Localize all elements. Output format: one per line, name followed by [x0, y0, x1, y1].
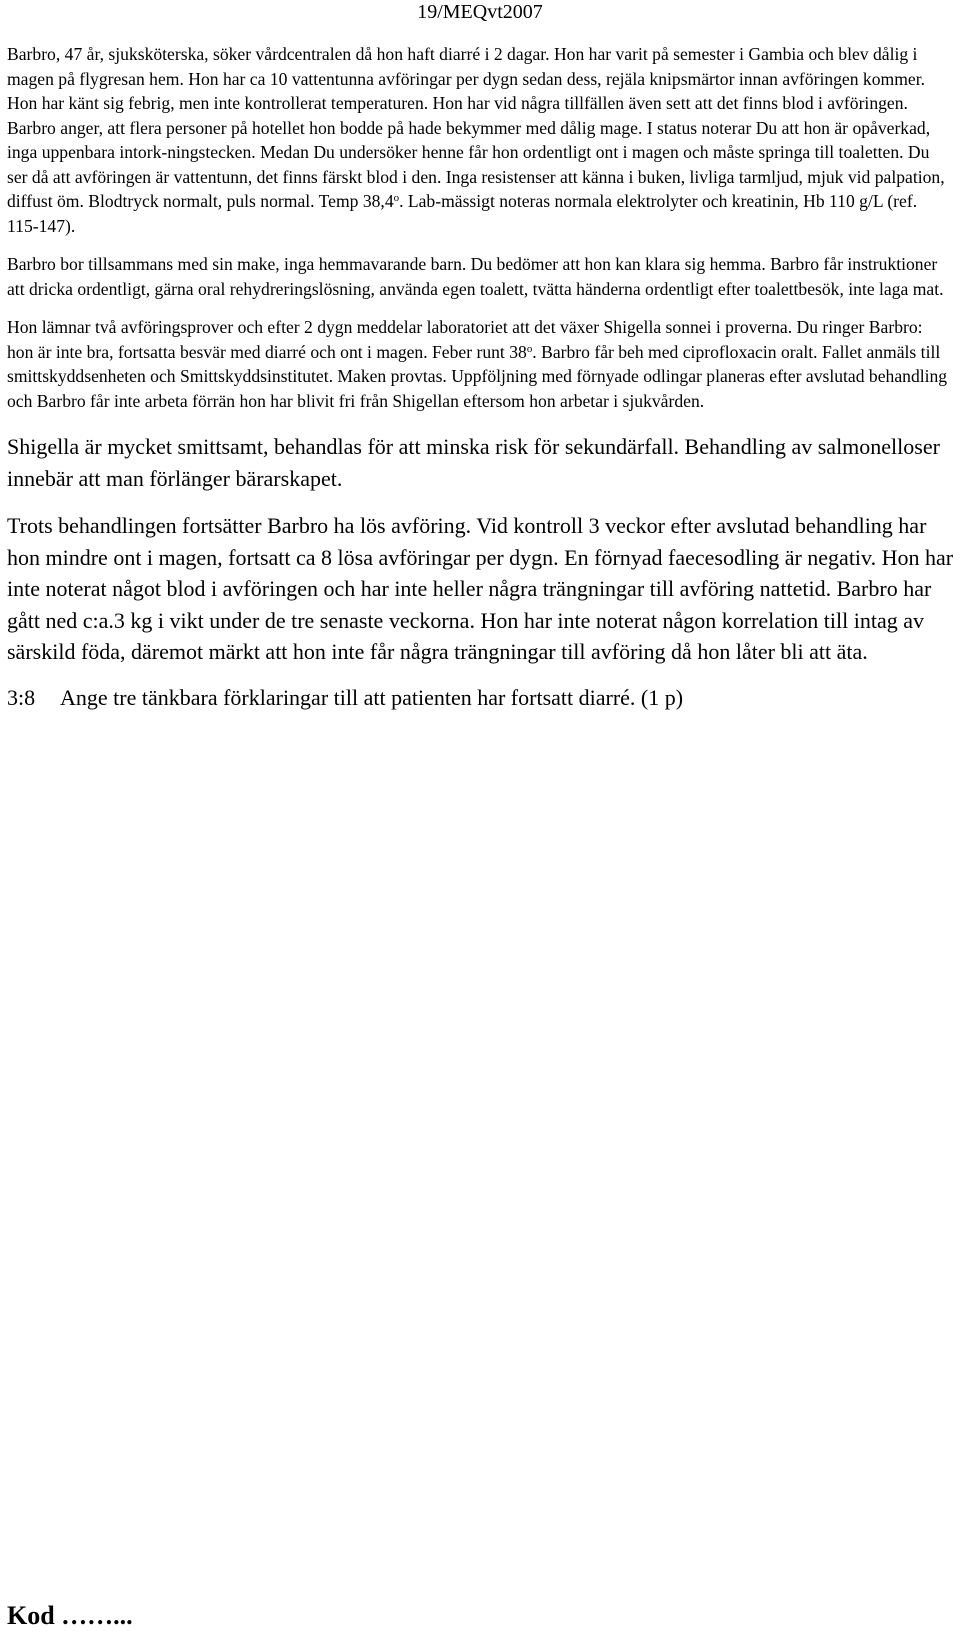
- case-text-part-2: . Lab-mässigt noteras normala elektrolyter och kreatinin, Hb 110 g/L (ref. 115-147).: [7, 191, 918, 236]
- case-paragraph-3: [7, 315, 953, 413]
- case-text-part-1: Barbro, 47 år, sjuksköterska, söker vårdcentralen då hon haft diarré i 2 dagar. Hon har varit på semester i Gambia och blev dålig i magen på flygresan hem. Hon har ca 10 vattentunna avföringar per dygn sedan dess, rejäla knipsmärtor innan avföringen kommer. Hon har känt sig febrig, men inte kontrollerat temperaturen. Hon har vid några tillfällen även sett att det finns blod i avföringen. Barbro anger, att flera personer på hotellet hon bodde på hade bekymmer med dålig mage. I status noterar Du att hon är opåverkad, inga uppenbara intork-ningstecken. Medan Du undersöker henne får hon ordentligt ont i magen och måste springa till toaletten. Du ser då att avföringen är vattentunn, det finns färskt blod i den. Inga resistenser att känna i buken, livliga tarmljud, mjuk vid palpation, diffust öm. Blodtryck normalt, puls normal. Temp 38,4: [7, 44, 945, 211]
- case-text-lab-part-2: . Barbro får beh med ciprofloxacin oralt. Fallet anmäls till smittskyddsenheten och Smittskyddsinstitutet. Maken provtas. Uppföljning med förnyade odlingar planeras efter avslutad behandling och Barbro får inte arbeta förrän hon har blivit fri från Shigellan eftersom hon arbetar i sjukvården.: [7, 341, 948, 411]
- question-text: Ange tre tänkbara förklaringar till att patienten har fortsatt diarré. (1 p): [60, 685, 684, 710]
- degree-superscript: o: [393, 192, 400, 204]
- page-header-code: 19/MEQvt2007: [417, 1, 543, 23]
- followup-text: Trots behandlingen fortsätter Barbro ha lös avföring. Vid kontroll 3 veckor efter avslutad behandling har hon mindre ont i magen, fortsatt ca 8 lösa avföringar per dygn. En förnyad faecesodling är negativ. Hon har inte noterat något blod i avföringen och har inte heller några trängningar till avföring nattetid. Barbro har gått ned c:a.3 kg i vikt under de tre senaste veckorna. Hon har inte noterat någon korrelation till intag av särskild föda, däremot märkt att hon inte får några trängningar till avföring då hon låter bli att äta.: [7, 513, 954, 664]
- question-row: [7, 682, 955, 714]
- case-paragraph-1: [7, 42, 953, 238]
- note-text: Shigella är mycket smittsamt, behandlas för att minska risk för sekundärfall. Behandling av salmonelloser innebär att man förlänger bärarskapet.: [7, 434, 940, 491]
- question-number: 3:8: [7, 685, 36, 710]
- case-text-lab-part-1: Hon lämnar två avföringsprover och efter 2 dygn meddelar laboratoriet att det växer Shigella sonnei i proverna. Du ringer Barbro: hon är inte bra, fortsatta besvär med diarré och ont i magen. Feber runt 38: [7, 317, 923, 362]
- case-paragraph-2: [7, 252, 953, 301]
- note-paragraph: [7, 431, 955, 494]
- kod-field: Kod ……...: [7, 1601, 133, 1630]
- degree-superscript: o: [526, 342, 533, 355]
- case-text-home-care: Barbro bor tillsammans med sin make, inga hemmavarande barn. Du bedömer att hon kan klara sig hemma. Barbro får instruktioner att dricka ordentligt, gärna oral rehydreringslösning, använda egen toalett, tvätta händerna ordentligt efter toalettbesök, inte laga mat.: [7, 254, 944, 299]
- followup-paragraph: [7, 510, 955, 668]
